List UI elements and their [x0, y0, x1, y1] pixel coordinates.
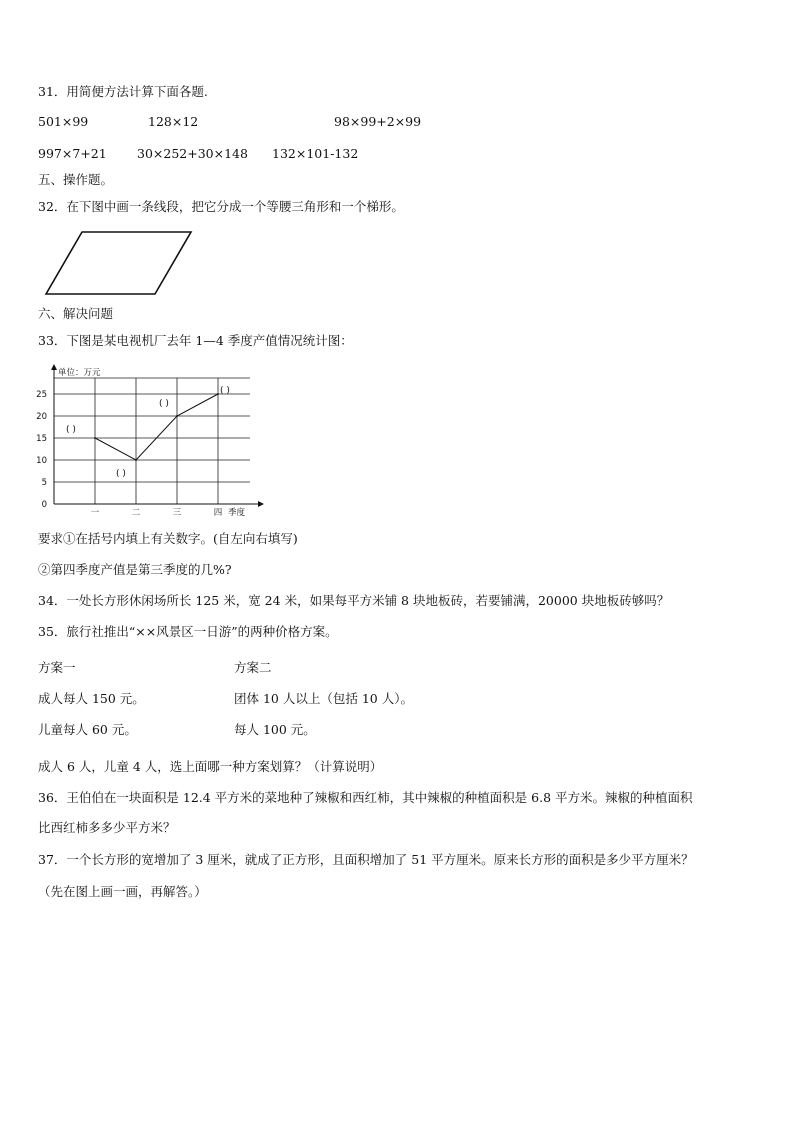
y-tick-label: 5 [41, 478, 47, 488]
q31-expr-6: 132×101-132 [272, 146, 359, 161]
x-tick-label: 四 [213, 508, 223, 518]
data-point [217, 393, 219, 395]
plan-2-price: 每人 100 元。 [234, 722, 316, 737]
q36-line-2: 比西红柿多多少平方米？ [38, 820, 176, 835]
q33-requirement-2: ②第四季度产值是第三季度的几%? [38, 562, 232, 577]
q31-expr-3: 98×99+2×99 [334, 114, 422, 129]
data-point [94, 437, 96, 439]
y-tick-label: 0 [41, 500, 47, 510]
q31-expr-2: 128×12 [148, 114, 199, 129]
plan-1-heading: 方案一 [38, 660, 76, 675]
q31-title: 31．用简便方法计算下面各题. [38, 84, 208, 99]
y-tick-label: 20 [36, 412, 47, 422]
x-axis-arrow [258, 501, 264, 507]
x-tick-label: 一 [90, 508, 100, 518]
plan-1-adult-price: 成人每人 150 元。 [38, 691, 145, 706]
blank-data-label: ( ) [66, 425, 76, 435]
y-axis-arrow [51, 364, 57, 370]
blank-data-label: ( ) [159, 399, 169, 409]
q31-expr-1: 501×99 [38, 114, 89, 129]
q32-title: 32．在下图中画一条线段，把它分成一个等腰三角形和一个梯形。 [38, 199, 404, 214]
q31-expr-4: 997×7+21 [38, 146, 107, 161]
q33-title: 33．下图是某电视机厂去年 1—4 季度产值情况统计图： [38, 333, 353, 348]
section-5-heading: 五、操作题。 [38, 172, 114, 187]
q34-text: 34．一处长方形休闲场所长 125 米，宽 24 米，如果每平方米铺 8 块地板砖，若要铺满，20000 块地板砖够吗？ [38, 593, 670, 608]
q31-expr-5: 30×252+30×148 [137, 146, 248, 161]
x-axis-suffix: 季度 [228, 508, 246, 518]
blank-data-label: ( ) [116, 469, 126, 479]
y-tick-label: 10 [36, 456, 47, 466]
y-tick-label: 15 [36, 434, 47, 444]
unit-label: 单位：万元 [58, 368, 101, 378]
y-tick-label: 25 [36, 390, 47, 400]
q37-line-1: 37．一个长方形的宽增加了 3 厘米，就成了正方形，且面积增加了 51 平方厘米。原来长方形的面积是多少平方厘米？ [38, 852, 694, 867]
series-line [95, 394, 218, 460]
q36-line-1: 36．王伯伯在一块面积是 12.4 平方米的菜地种了辣椒和西红柿，其中辣椒的种植面积是 6.8 平方米。辣椒的种植面积 [38, 790, 693, 805]
blank-data-label: ( ) [220, 386, 230, 396]
data-point [176, 415, 178, 417]
parallelogram-figure [38, 228, 198, 300]
x-tick-label: 二 [131, 508, 141, 518]
plan-1-child-price: 儿童每人 60 元。 [38, 722, 137, 737]
plan-2-heading: 方案二 [234, 660, 272, 675]
parallelogram-shape [46, 232, 191, 294]
q33-requirement-1: 要求①在括号内填上有关数字。(自左向右填写) [38, 531, 298, 546]
plan-2-group-rule: 团体 10 人以上（包括 10 人）。 [234, 691, 413, 706]
q35-question: 成人 6 人，儿童 4 人，选上面哪一种方案划算？（计算说明） [38, 759, 383, 774]
production-line-chart [34, 362, 270, 520]
section-6-heading: 六、解决问题 [38, 306, 114, 321]
data-point [135, 459, 137, 461]
q35-title: 35．旅行社推出“××风景区一日游”的两种价格方案。 [38, 624, 338, 639]
q37-line-2: （先在图上画一画，再解答。） [38, 884, 207, 899]
x-tick-label: 三 [172, 508, 182, 518]
